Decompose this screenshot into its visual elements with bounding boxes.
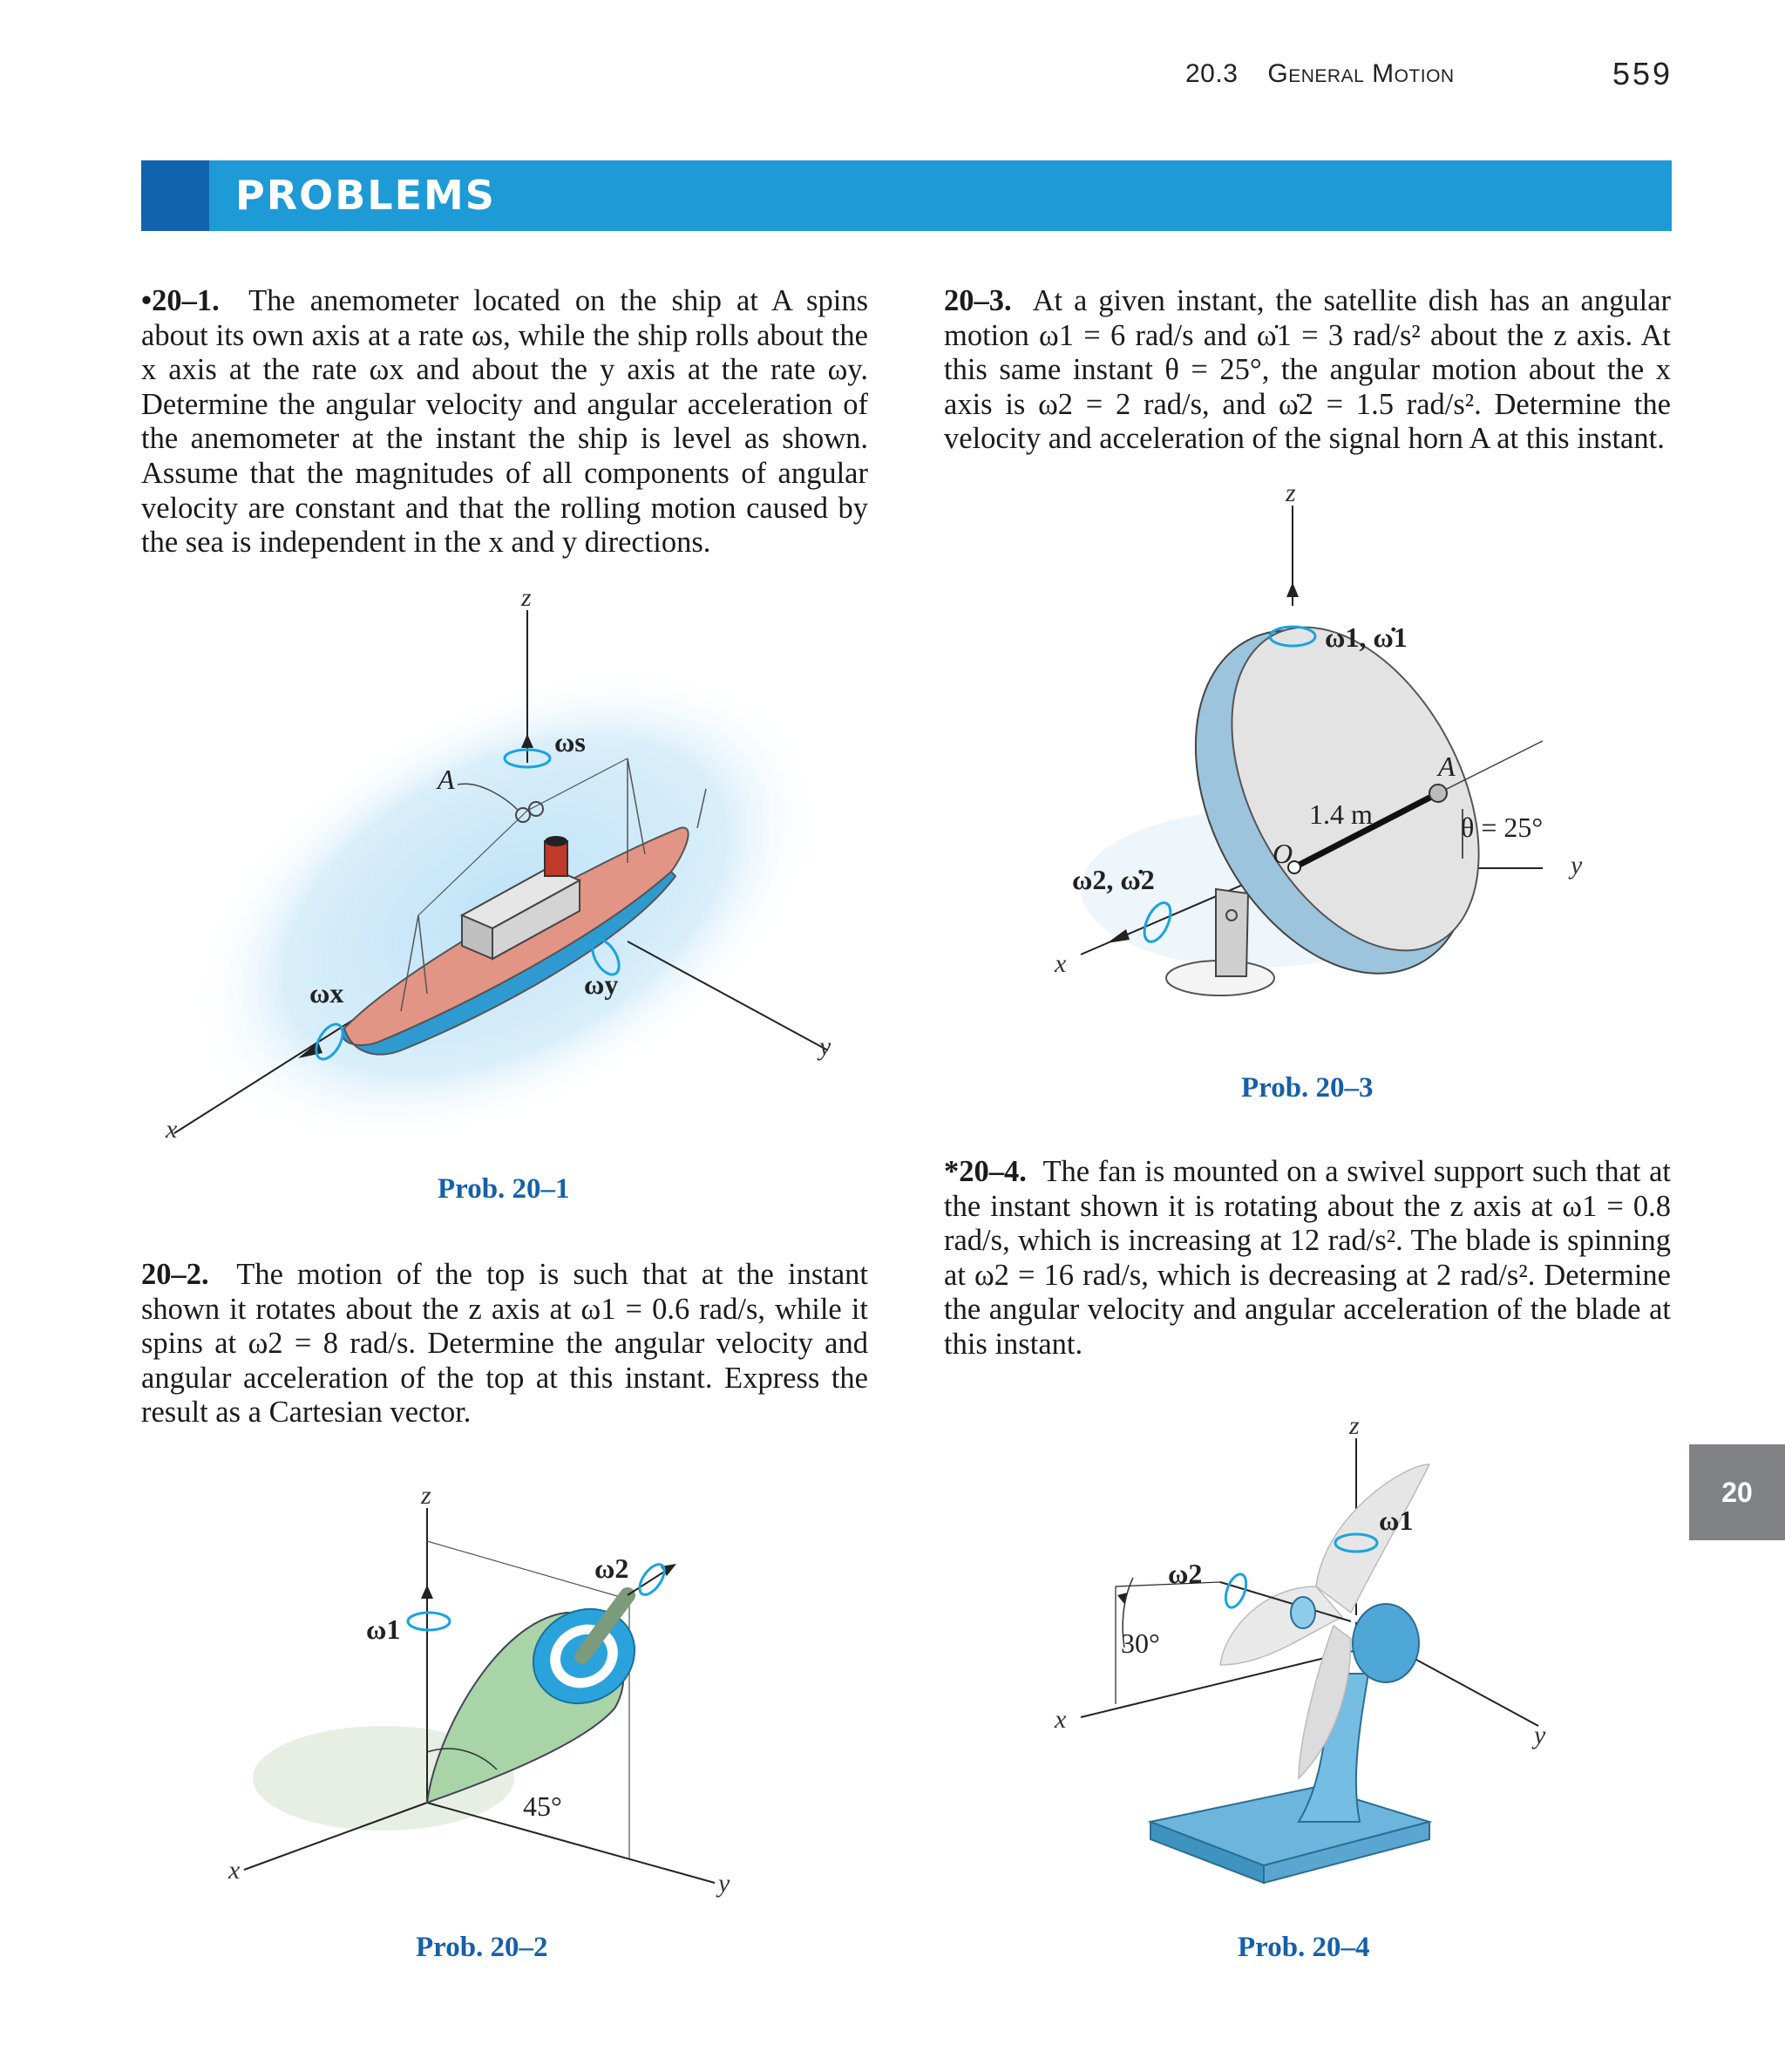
angle-label: 30°: [1121, 1627, 1160, 1659]
problem-20-4: [944, 1155, 1671, 1362]
omega-1-label: ω1: [1379, 1505, 1414, 1536]
figure-20-3-satellite-dish: [1020, 479, 1612, 1046]
problem-20-3: [944, 284, 1671, 457]
omega-2-rotation-arrow: [1222, 1572, 1250, 1610]
z-arrowhead: [1286, 582, 1299, 597]
problems-banner: [141, 160, 1672, 231]
omega-1-rotation-arrow: [408, 1613, 450, 1630]
problem-text: The motion of the top is such that at the instant shown it rotates about the z axis at ω1 = 0.6 rad/s, while it spins at ω2 = 8 rad/s. Determine the angular velocity and angular acceleration of the top at this instant. Express the result as a Cartesian vector.: [141, 1258, 868, 1430]
z-axis-label: z: [1349, 1411, 1360, 1440]
point-a-label: A: [438, 764, 455, 795]
problem-text: At a given instant, the satellite dish has an angular motion ω1 = 6 rad/s and ω̇1 = 3 rad/s² about the z axis. At this same instant θ = 25°, the angular motion about the x axis is ω2 = 2 rad/s, and ω̇2 = 1.5 rad/s². Determine the velocity and acceleration of the signal horn A at this instant.: [944, 284, 1671, 456]
problem-20-2: [141, 1258, 868, 1430]
y-axis-label: y: [1571, 851, 1583, 880]
z-axis-label: z: [1286, 479, 1296, 507]
omega-x-label: ωx: [309, 977, 344, 1009]
caption-prob-20-3: Prob. 20–3: [1241, 1072, 1374, 1104]
problem-number: *20–4.: [944, 1155, 1027, 1188]
problem-20-1: [141, 284, 868, 560]
fan-hub: [1291, 1597, 1315, 1628]
length-label: 1.4 m: [1309, 798, 1373, 830]
banner-accent-block: [141, 160, 209, 231]
problem-number: 20–2.: [141, 1258, 209, 1291]
omega-s-label: ωs: [554, 726, 586, 757]
figure-20-1-ship: [139, 575, 872, 1151]
section-number: 20.3: [1185, 59, 1239, 88]
motor-housing: [1353, 1604, 1419, 1682]
omega-2-label: ω2: [594, 1552, 629, 1584]
omega-1-label: ω1: [366, 1613, 401, 1645]
theta-label: θ = 25°: [1461, 812, 1544, 843]
z-arrowhead: [421, 1585, 433, 1599]
y-axis-label: y: [819, 1032, 831, 1061]
problem-text: The fan is mounted on a swivel support such that at the instant shown it is rotating about the z axis at ω1 = 0.8 rad/s, which is increasing at 12 rad/s². The blade is spinning at ω2 = 16 rad/s, which is decreasing at 2 rad/s². Determine the angular velocity and angular acceleration of the blade at this instant.: [944, 1155, 1671, 1361]
problem-number: 20–3.: [944, 284, 1012, 317]
figure-20-4-fan: [1037, 1412, 1578, 1909]
section-title: General Motion: [1267, 59, 1455, 88]
point-o-label: O: [1273, 838, 1293, 869]
omega-2-label: ω2: [1168, 1558, 1203, 1589]
y-axis-label: y: [1534, 1721, 1546, 1749]
caption-prob-20-2: Prob. 20–2: [416, 1932, 548, 1963]
point-a-label: A: [1438, 751, 1456, 782]
omega-1-label: ω1, ω̇1: [1325, 622, 1408, 653]
dish-mount: [1216, 889, 1248, 976]
x-axis-label: x: [228, 1856, 241, 1885]
z-axis-label: z: [421, 1481, 431, 1510]
funnel-top: [545, 836, 567, 846]
angle-label: 45°: [523, 1790, 562, 1822]
y-axis-label: y: [718, 1869, 730, 1898]
running-header: [1185, 59, 1455, 89]
caption-prob-20-4: Prob. 20–4: [1238, 1932, 1370, 1963]
problem-text: The anemometer located on the ship at A spins about its own axis at a rate ωs, while the ship rolls about the x axis at the rate ωx and about the y axis at the rate ωy. Determine the angular velocity and angular acceleration of the anemometer at the instant the ship is level as shown. Assume that the magnitudes of all components of angular velocity are constant and that the rolling motion caused by the sea is independent in the x and y directions.: [141, 284, 868, 560]
banner-title: PROBLEMS: [235, 172, 496, 219]
x-axis-label: x: [1055, 949, 1067, 978]
omega-2-label: ω2, ω̇2: [1072, 864, 1155, 895]
x-axis-label: x: [166, 1115, 178, 1144]
chapter-tab: 20: [1689, 1444, 1785, 1540]
x-axis-label: x: [1055, 1705, 1067, 1734]
caption-prob-20-1: Prob. 20–1: [438, 1173, 570, 1205]
problem-number: •20–1.: [141, 284, 220, 317]
page-number: 559: [1612, 56, 1673, 92]
signal-horn: [1429, 785, 1447, 802]
y-axis: [427, 1803, 715, 1883]
omega-y-label: ωy: [584, 968, 619, 1000]
figure-20-2-top: [218, 1482, 758, 1909]
z-axis-label: z: [521, 583, 532, 612]
